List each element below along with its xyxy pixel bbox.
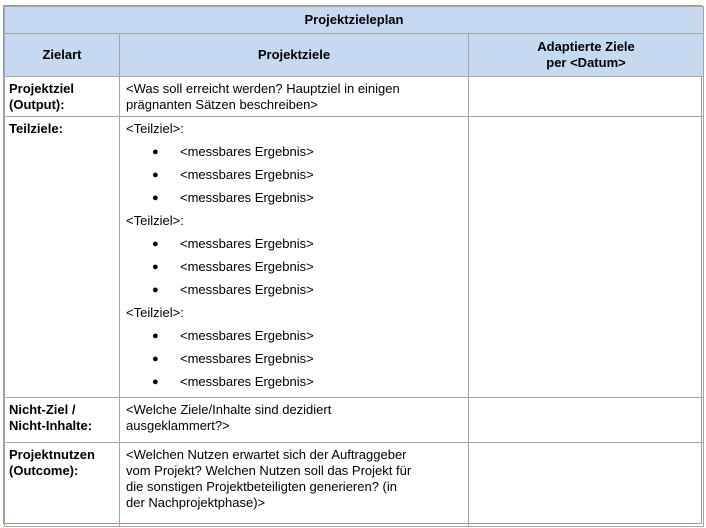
label-nichtziel: [5, 398, 120, 443]
content-projektnutzen-line1: <Welchen Nutzen erwartet sich der Auftraggeber: [126, 447, 407, 462]
table-row-projektziel: [5, 77, 704, 117]
projektzieleplan-table: [4, 6, 704, 527]
bullet-icon: ●: [152, 353, 159, 365]
list-item: [126, 374, 463, 397]
adapted-projektziel-cell[interactable]: [469, 77, 704, 117]
list-item-text: <messbares Ergebnis>: [180, 236, 314, 251]
bullet-icon: ●: [152, 192, 159, 204]
content-teilziele[interactable]: [120, 117, 469, 398]
label-teilziele: Teilziele:: [5, 117, 120, 398]
content-projektziel[interactable]: [120, 77, 469, 117]
label-projektnutzen-line2: (Outcome):: [9, 463, 79, 478]
content-projektnutzen-line4: der Nachprojektphase)>: [126, 495, 266, 510]
content-projektnutzen[interactable]: [120, 443, 469, 527]
list-item: [126, 190, 463, 213]
list-item: [126, 236, 463, 259]
adapted-nichtziel-cell[interactable]: [469, 398, 704, 443]
content-nichtziel-line2: ausgeklammert?>: [126, 418, 230, 433]
bullet-icon: ●: [152, 284, 159, 296]
header-adaptierte-ziele-line2: per <Datum>: [546, 55, 626, 70]
label-projektziel: [5, 77, 120, 117]
adapted-teilziele-cell[interactable]: [469, 117, 704, 398]
label-projektziel-line2: (Output):: [9, 97, 65, 112]
teilziel-heading-1: <Teilziel>:: [126, 121, 184, 136]
table-row-projektnutzen: [5, 443, 704, 527]
bullet-icon: ●: [152, 238, 159, 250]
teilziel-heading-3: <Teilziel>:: [126, 305, 184, 320]
list-item: [126, 167, 463, 190]
bullet-icon: ●: [152, 169, 159, 181]
list-item: [126, 282, 463, 305]
list-item-text: <messbares Ergebnis>: [180, 328, 314, 343]
header-adaptierte-ziele-line1: Adaptierte Ziele: [537, 39, 635, 54]
label-projektnutzen-line1: Projektnutzen: [9, 447, 95, 462]
table-title: Projektzieleplan: [5, 7, 704, 34]
bullet-icon: ●: [152, 376, 159, 388]
header-zielart: Zielart: [5, 34, 120, 77]
table-row-nichtziel: [5, 398, 704, 443]
list-item-text: <messbares Ergebnis>: [180, 374, 314, 389]
label-projektnutzen: [5, 443, 120, 527]
projektzieleplan-document: [3, 5, 702, 524]
list-item: [126, 351, 463, 374]
label-projektziel-line1: Projektziel: [9, 81, 75, 96]
list-item-text: <messbares Ergebnis>: [180, 282, 314, 297]
content-nichtziel[interactable]: [120, 398, 469, 443]
header-projektziele: Projektziele: [120, 34, 469, 77]
bullet-icon: ●: [152, 146, 159, 158]
list-item: [126, 259, 463, 282]
list-item: [126, 328, 463, 351]
label-nichtziel-line1: Nicht-Ziel /: [9, 402, 76, 417]
list-item-text: <messbares Ergebnis>: [180, 190, 314, 205]
content-projektnutzen-line3: die sonstigen Projektbeteiligten generieren? (in: [126, 479, 398, 494]
content-projektnutzen-line2: vom Projekt? Welchen Nutzen soll das Projekt für: [126, 463, 412, 478]
bullet-icon: ●: [152, 330, 159, 342]
list-item-text: <messbares Ergebnis>: [180, 351, 314, 366]
content-nichtziel-line1: <Welche Ziele/Inhalte sind dezidiert: [126, 402, 332, 417]
list-item-text: <messbares Ergebnis>: [180, 144, 314, 159]
content-projektziel-line1: <Was soll erreicht werden? Hauptziel in einigen: [126, 81, 400, 96]
header-adaptierte-ziele: [469, 34, 704, 77]
content-projektziel-line2: prägnanten Sätzen beschreiben>: [126, 97, 318, 112]
bullet-icon: ●: [152, 261, 159, 273]
list-item-text: <messbares Ergebnis>: [180, 259, 314, 274]
teilziel-heading-2: <Teilziel>:: [126, 213, 184, 228]
list-item: [126, 144, 463, 167]
list-item-text: <messbares Ergebnis>: [180, 167, 314, 182]
adapted-projektnutzen-cell[interactable]: [469, 443, 704, 527]
label-nichtziel-line2: Nicht-Inhalte:: [9, 418, 93, 433]
table-row-teilziele: [5, 117, 704, 398]
